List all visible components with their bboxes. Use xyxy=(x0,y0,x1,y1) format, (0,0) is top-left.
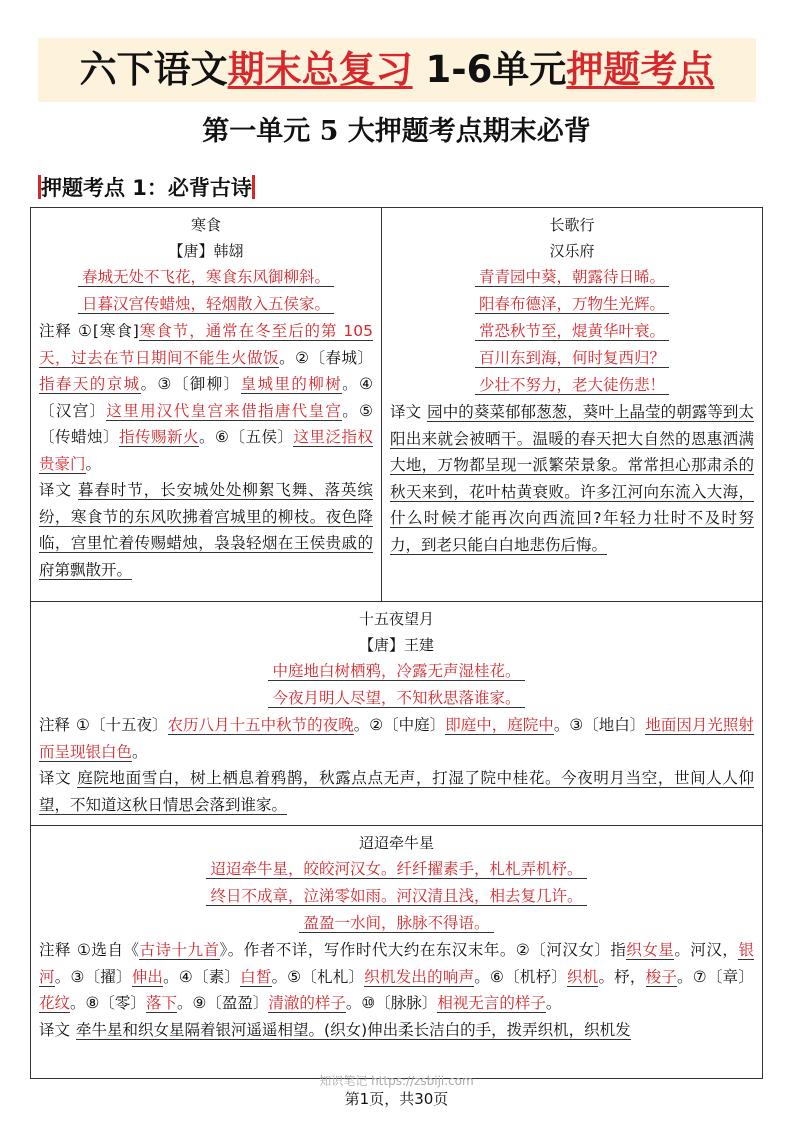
poem-translation: 译文 庭院地面雪白，树上栖息着鸦鹊，秋露点点无声，打湿了院中桂花。今夜明月当空，世间人人仰望，不知道这秋日情思会落到谁家。 xyxy=(39,769,754,814)
poem-title: 长歌行 xyxy=(549,216,595,234)
title-part-3: 1-6单元 xyxy=(412,48,567,91)
translation-label: 译文 xyxy=(390,403,422,421)
notes-label: 注释 xyxy=(39,941,72,959)
translation-label: 译文 xyxy=(39,769,72,787)
section-heading-text: 押题考点 1：必背古诗 xyxy=(41,176,252,200)
translation-label: 译文 xyxy=(39,1020,71,1039)
poem-author: 汉乐府 xyxy=(549,242,595,260)
poem-cell-changgexing xyxy=(382,208,762,601)
poem-line: 春城无处不飞花，寒食东风御柳斜。 xyxy=(39,264,373,291)
poem-author: 【唐】韩翃 xyxy=(168,242,244,260)
poem-author: 【唐】王建 xyxy=(358,636,434,654)
poem-table xyxy=(30,207,763,1079)
page-title xyxy=(38,38,756,102)
poem-translation: 译文 园中的葵菜郁郁葱葱，葵叶上晶莹的朝露等到太阳出来就会被晒干。温暖的春天把大自然的恩惠洒满大地，万物都呈现一派繁荣景象。常常担心那肃杀的秋天来到，花叶枯黄衰败。许多江河向东流入大海，什么时候才能再次向西流回?年轻力壮时不及时努力，到老只能白白地悲伤后悔。 xyxy=(390,403,754,554)
poem-line: 盈盈一水间，脉脉不得语。 xyxy=(39,910,754,937)
poem-line: 阳春布德泽，万物生光辉。 xyxy=(390,291,754,318)
poem-title: 寒食 xyxy=(190,216,221,234)
poem-cell-hanshi xyxy=(31,208,382,601)
translation-label: 译文 xyxy=(39,481,72,499)
heading-bar-right xyxy=(252,175,255,199)
poem-line: 今夜月明人尽望，不知秋思落谁家。 xyxy=(39,685,754,712)
notes-label: 注释 xyxy=(39,322,72,340)
poem-line: 迢迢牵牛星，皎皎河汉女。纤纤擢素手，札札弄机杼。 xyxy=(39,856,754,883)
poem-line: 青青园中葵，朝露待日晞。 xyxy=(390,264,754,291)
title-banner xyxy=(38,38,756,102)
poem-cell-tiaotiao xyxy=(31,825,762,1078)
title-part-2: 期末总复习 xyxy=(227,48,413,91)
title-part-4: 押题考点 xyxy=(566,48,715,91)
poem-line: 日暮汉宫传蜡烛，轻烟散入五侯家。 xyxy=(39,291,373,318)
notes-label: 注释 xyxy=(39,716,71,734)
poem-title: 十五夜望月 xyxy=(358,610,434,628)
poem-notes: 注释 ①〔十五夜〕农历八月十五中秋节的夜晚。②〔中庭〕即庭中，庭院中。③〔地白〕地面因月光照射而呈现银白色。 xyxy=(39,716,754,761)
poem-line: 少壮不努力，老大徒伤悲！ xyxy=(390,372,754,399)
poem-line: 中庭地白树栖鸦，冷露无声湿桂花。 xyxy=(39,658,754,685)
watermark: 知识笔记 https://zsbiji.com xyxy=(319,1074,474,1088)
poem-line: 百川东到海，何时复西归？ xyxy=(390,345,754,372)
page-number: 第1页，共30页 xyxy=(344,1090,449,1108)
unit-subtitle: 第一单元 5 大押题考点期末必背 xyxy=(202,116,591,147)
poem-notes: 注释 ①[寒食]寒食节，通常在冬至后的第 105 天，过去在节日期间不能生火做饭。②〔春城〕指春天的京城。③〔御柳〕皇城里的柳树。④〔汉宫〕这里用汉代皇宫来借指唐代皇宫。⑤〔传蜡烛〕指传赐新火。⑥〔五侯〕这里泛指权贵豪门。 xyxy=(39,322,373,473)
poem-line: 常恐秋节至，焜黄华叶衰。 xyxy=(390,318,754,345)
title-part-1: 六下语文 xyxy=(79,48,228,91)
poem-notes: 注释 ①选自《古诗十九首》。作者不详，写作时代大约在东汉末年。②〔河汉女〕指织女星。河汉，银河。③〔擢〕伸出。④〔素〕白皙。⑤〔札札〕织机发出的响声。⑥〔机杼〕织机。杼，梭子。⑦〔章〕花纹。⑧〔零〕落下。⑨〔盈盈〕清澈的样子。⑩〔脉脉〕相视无言的样子。 xyxy=(39,941,754,1012)
poem-cell-shiwuye xyxy=(31,601,762,825)
poem-title: 迢迢牵牛星 xyxy=(358,834,434,852)
poem-line: 终日不成章，泣涕零如雨。河汉清且浅，相去复几许。 xyxy=(39,883,754,910)
poem-translation: 译文 暮春时节，长安城处处柳絮飞舞、落英缤纷，寒食节的东风吹拂着宫城里的柳枝。夜色降临，宫里忙着传赐蜡烛，袅袅轻烟在王侯贵戚的府第飘散开。 xyxy=(39,481,373,579)
poem-translation: 译文 牵牛星和织女星隔着银河遥遥相望。(织女)伸出柔长洁白的手，拨弄织机，织机发 xyxy=(39,1020,631,1039)
section-heading xyxy=(38,172,255,204)
